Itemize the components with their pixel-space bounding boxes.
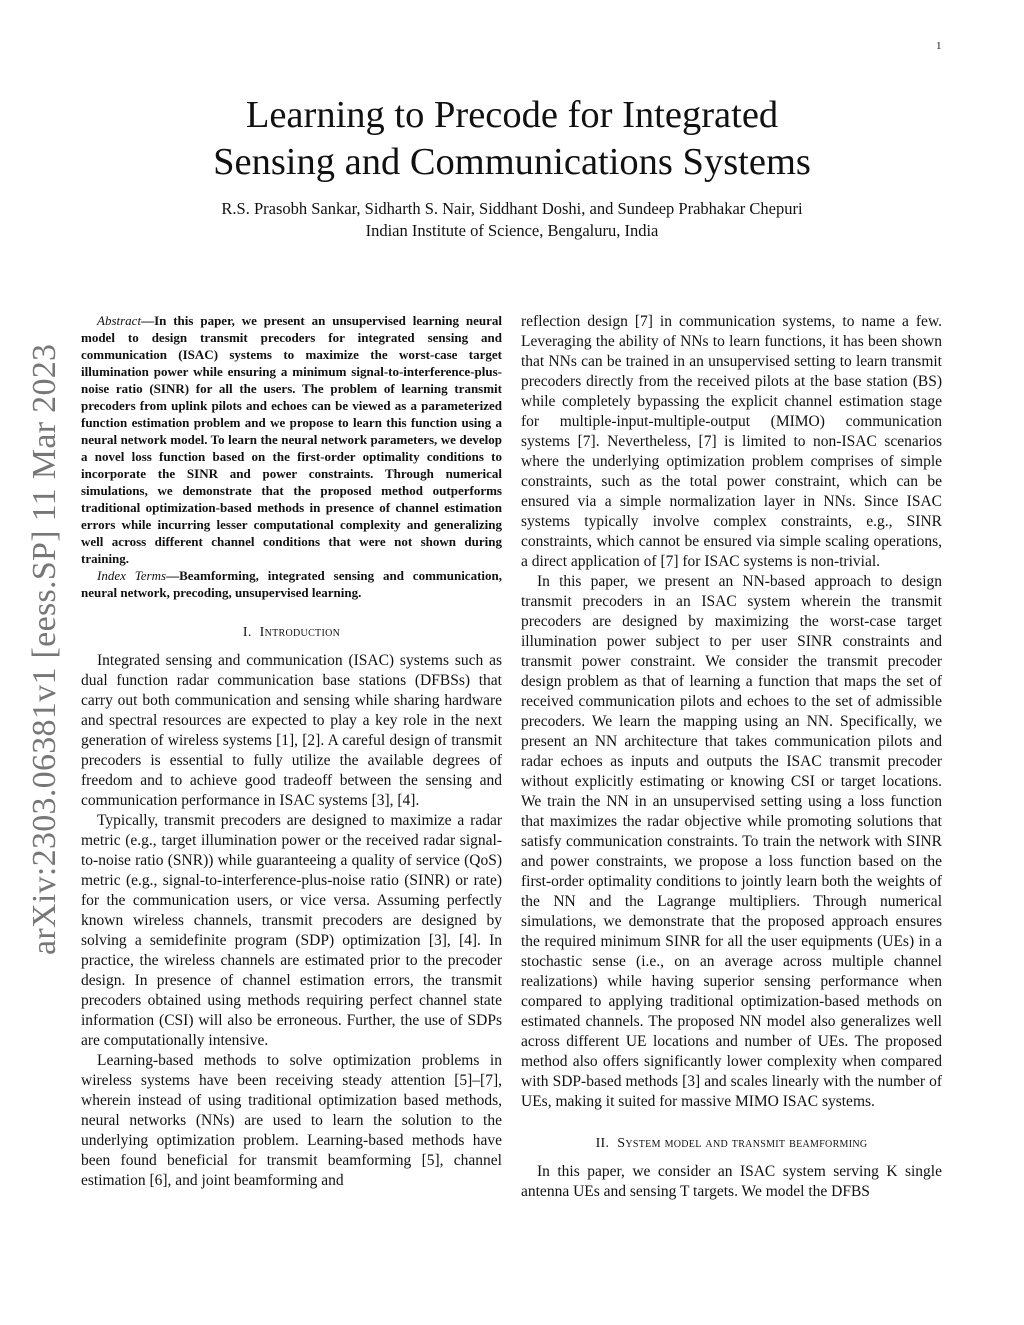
index-terms <box>81 567 502 601</box>
page-number: 1 <box>936 40 942 52</box>
section-number: II. <box>595 1136 610 1151</box>
left-column <box>81 312 502 1191</box>
paragraph: In this paper, we present an NN-based approach to design transmit precoders in an ISAC system wherein the transmit precoders are designed by maximizing the worst-case target illumination power subject to per user SINR constraints and transmit power constraint. We consider the transmit precoder design problem as that of learning a function that maps the set of received communication pilots and echoes to the set of admissible precoders. We learn the mapping using an NN. Specifically, we present an NN architecture that takes communication pilots and radar echoes as inputs and outputs the ISAC transmit precoder without explicitly estimating or knowing CSI or target locations. We train the NN in an unsupervised setting using a loss function that maximizes the radar objective while promoting solutions that satisfy communication constraints. To train the network with SINR and power constraints, we propose a loss function based on the first-order optimality conditions to jointly learn both the weights of the NN and the Lagrange multipliers. Through numerical simulations, we demonstrate that the proposed approach ensures the required minimum SINR for all the user equipments (UEs) in a stochastic sense (i.e., on an average across multiple channel realizations) while having superior sensing performance when compared to applying traditional optimization-based methods on estimated channels. The proposed NN model also generalizes well across different UE locations and number of UEs. The proposed method also offers significantly lower complexity when compared with SDP-based methods [3] and scales linearly with the number of UEs, making it suited for massive MIMO ISAC systems. <box>521 573 942 1110</box>
affiliation: Indian Institute of Science, Bengaluru, India <box>365 221 659 240</box>
paragraph: In this paper, we consider an ISAC system serving K single antenna UEs and sensing T targets. We model the DFBS <box>521 1163 942 1200</box>
section-title: Introduction <box>259 625 341 640</box>
title-line-1: Learning to Precode for Integrated <box>245 94 779 136</box>
abstract-label: Abstract <box>97 313 142 328</box>
paragraph: reflection design [7] in communication systems, to name a few. Leveraging the ability of NNs to learn functions, it has been shown that NNs can be trained in an unsupervised setting to learn transmit precoders directly from the received pilots at the base station (BS) while completely bypassing the explicit channel estimation stage for multiple-input-multiple-output (MIMO) communication systems [7]. Nevertheless, [7] is limited to non-ISAC scenarios where the underlying optimization problem comprises of simple constraints, such as the total power constraint, which can be ensured via a simple normalization layer in NNs. Since ISAC systems typically involve complex constraints, e.g., SINR constraints, which cannot be ensured via simple scaling operations, a direct application of [7] for ISAC systems is non-trivial. <box>521 313 942 570</box>
right-column <box>521 312 942 1202</box>
section-number: I. <box>242 625 252 640</box>
paragraph: Integrated sensing and communication (ISAC) systems such as dual function radar communication base stations (DFBSs) that carry out both communication and sensing while sharing hardware and spectral resources are expected to play a key role in the next generation of wireless systems [1], [2]. A careful design of transmit precoders is essential to fully utilize the available degrees of freedom and to achieve good tradeoff between the sensing and communication performance in ISAC systems [3], [4]. <box>81 652 502 809</box>
author-block <box>100 198 924 242</box>
section-heading-system-model <box>521 1134 942 1154</box>
paragraph: Typically, transmit precoders are designed to maximize a radar metric (e.g., target illumination power or the received radar signal-to-noise ratio (SNR)) while guaranteeing a quality of service (QoS) metric (e.g., signal-to-interference-plus-noise ratio (SINR) or rate) for the communication users, or vice versa. Assuming perfectly known wireless channels, transmit precoders are designed by solving a semidefinite program (SDP) optimization [3], [4]. In practice, the wireless channels are estimated prior to the precoder design. In presence of channel estimation errors, the transmit precoders obtained using methods requiring perfect channel state information (CSI) will also be erroneous. Further, the use of SDPs are computationally intensive. <box>81 812 502 1049</box>
paragraph: Learning-based methods to solve optimization problems in wireless systems have been receiving steady attention [5]–[7], wherein instead of using traditional optimization based methods, neural networks (NNs) are used to learn the solution to the underlying optimization problem. Learning-based methods have been found beneficial for transmit beamforming [5], channel estimation [6], and joint beamforming and <box>81 1052 502 1189</box>
section-heading-introduction <box>81 623 502 643</box>
abstract <box>81 312 502 567</box>
index-terms-text: —Beamforming, integrated sensing and communication, neural network, precoding, unsupervised learning. <box>81 568 502 600</box>
title-line-2: Sensing and Communications Systems <box>213 141 811 183</box>
abstract-text: —In this paper, we present an unsupervised learning neural model to design transmit precoders for integrated sensing and communication (ISAC) systems to maximize the worst-case target illumination power while ensuring a minimum signal-to-interference-plus-noise ratio (SINR) for all the users. The problem of learning transmit precoders from uplink pilots and echoes can be viewed as a parameterized function estimation problem and we propose to learn this function using a neural network model. To learn the neural network parameters, we develop a novel loss function based on the first-order optimality conditions to incorporate the SINR and power constraints. Through numerical simulations, we demonstrate that the proposed method outperforms traditional optimization-based methods in presence of channel estimation errors while incurring lesser computational complexity and generalizing well across different channel conditions that were not shown during training. <box>81 313 502 566</box>
index-terms-label: Index Terms <box>97 568 167 583</box>
paper-title <box>150 92 874 186</box>
arxiv-stamp[interactable]: arXiv:2303.06381v1 [eess.SP] 11 Mar 2023 <box>26 343 63 955</box>
authors: R.S. Prasobh Sankar, Sidharth S. Nair, Siddhant Doshi, and Sundeep Prabhakar Chepuri <box>221 199 803 218</box>
section-title: System model and transmit beamforming <box>617 1136 868 1151</box>
